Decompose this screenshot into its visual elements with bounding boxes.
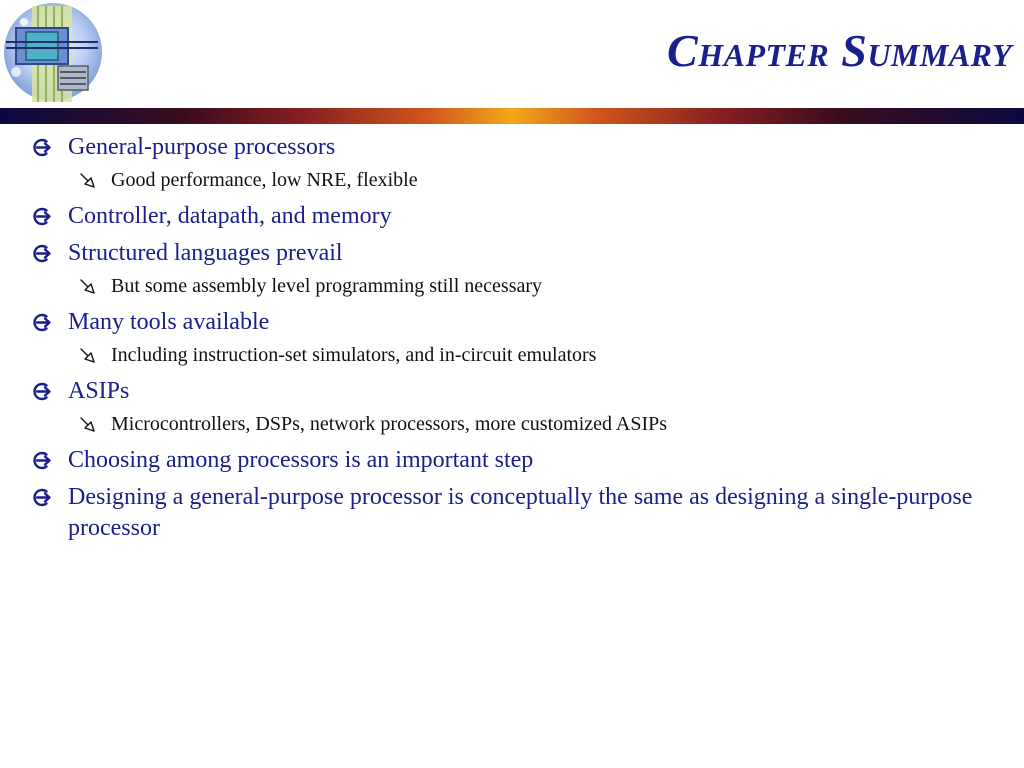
circled-arrow-icon xyxy=(30,201,52,232)
hollow-arrow-icon xyxy=(78,345,98,365)
circled-arrow-icon xyxy=(30,238,52,269)
circled-arrow-icon xyxy=(30,307,52,338)
sub-bullet-text: Good performance, low NRE, flexible xyxy=(111,169,418,191)
bullet-text: Choosing among processors is an important step xyxy=(68,447,534,473)
title-divider-bar xyxy=(0,108,1024,124)
bullet-item xyxy=(30,482,990,544)
sub-bullet-list xyxy=(68,340,990,370)
bullet-item xyxy=(30,376,990,439)
circled-arrow-icon xyxy=(30,482,52,513)
sub-bullet-text: Microcontrollers, DSPs, network processors, more customized ASIPs xyxy=(111,413,668,435)
bullet-text: Many tools available xyxy=(68,309,270,335)
sub-bullet-list xyxy=(68,165,990,195)
processor-chip-logo-icon xyxy=(2,2,104,106)
sub-bullet-item xyxy=(66,340,990,370)
slide-title: Chapter Summary xyxy=(667,25,1012,76)
bullet-text: Controller, datapath, and memory xyxy=(68,203,392,229)
hollow-arrow-icon xyxy=(78,170,98,190)
bullet-item xyxy=(30,132,990,195)
circled-arrow-icon xyxy=(30,376,52,407)
bullet-text: General-purpose processors xyxy=(68,134,336,160)
sub-bullet-item xyxy=(66,165,990,195)
bullet-text: Structured languages prevail xyxy=(68,240,343,266)
slide-content xyxy=(30,132,990,544)
sub-bullet-item xyxy=(66,271,990,301)
bullet-text: ASIPs xyxy=(68,378,130,404)
sub-bullet-list xyxy=(68,409,990,439)
bullet-item xyxy=(30,238,990,301)
bullet-list xyxy=(30,132,990,544)
sub-bullet-text: Including instruction-set simulators, and in-circuit emulators xyxy=(111,344,597,366)
circled-arrow-icon xyxy=(30,445,52,476)
bullet-text: Designing a general-purpose processor is conceptually the same as designing a single-purpose processor xyxy=(68,484,973,541)
sub-bullet-text: But some assembly level programming still necessary xyxy=(111,275,543,297)
bullet-item xyxy=(30,201,990,232)
hollow-arrow-icon xyxy=(78,414,98,434)
sub-bullet-list xyxy=(68,271,990,301)
bullet-item xyxy=(30,445,990,476)
circled-arrow-icon xyxy=(30,132,52,163)
hollow-arrow-icon xyxy=(78,276,98,296)
sub-bullet-item xyxy=(66,409,990,439)
bullet-item xyxy=(30,307,990,370)
